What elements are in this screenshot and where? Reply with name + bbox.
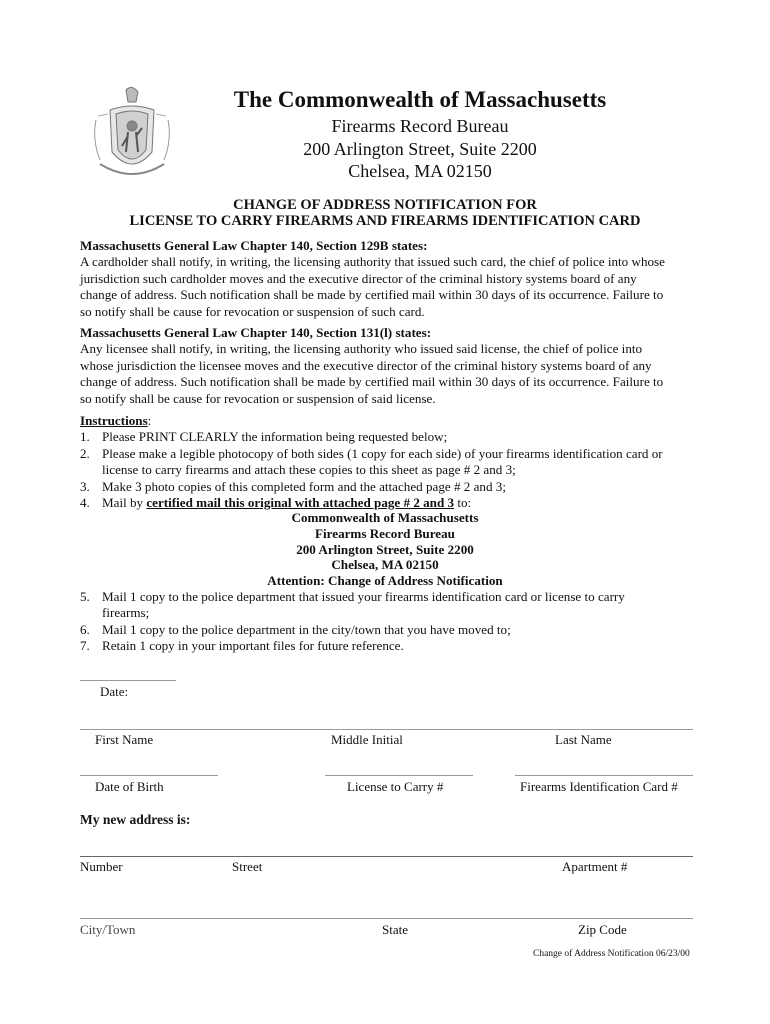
list-item: 4. Mail by certified mail this original with attached page # 2 and 3 to: — [80, 495, 472, 511]
fid-label: Firearms Identification Card # — [520, 779, 678, 794]
list-item: 1. Please PRINT CLEARLY the information being requested below; — [80, 429, 448, 445]
dob-line[interactable] — [80, 775, 218, 776]
form-heading-line1: CHANGE OF ADDRESS NOTIFICATION FOR — [233, 197, 537, 213]
law-section-129b — [80, 238, 700, 320]
list-item: 6. Mail 1 copy to the police department in the city/town that you have moved to; — [80, 621, 511, 637]
text-line: so notify shall be cause for revocation or suspension of such card. — [80, 303, 425, 319]
first-name-label: First Name — [95, 732, 154, 747]
form-heading-line2: LICENSE TO CARRY FIREARMS AND FIREARMS IDENTIFICATION CARD — [129, 213, 641, 229]
number-label: Number — [80, 859, 123, 874]
bureau-street: 200 Arlington Street, Suite 2200 — [303, 139, 537, 159]
zip-code-label: Zip Code — [578, 922, 627, 937]
law-section-131l — [80, 325, 700, 407]
list-item: 5. Mail 1 copy to the police department that issued your firearms identification card or license to carry firearms; — [80, 589, 625, 621]
name-line[interactable] — [80, 729, 693, 730]
list-item: 7. Retain 1 copy in your important files for future reference. — [80, 638, 404, 654]
date-label: Date: — [100, 684, 129, 699]
apartment-label: Apartment # — [562, 859, 628, 874]
text-line: so notify shall be cause for revocation or suspension of said license. — [80, 390, 436, 406]
city-line[interactable] — [80, 918, 693, 919]
section-heading: Massachusetts General Law Chapter 140, Section 129B states: — [80, 238, 428, 253]
footer-version: Change of Address Notification 06/23/00 — [533, 949, 690, 959]
text-line: A cardholder shall notify, in writing, the licensing authority that issued such card, the chief of police into whose — [80, 254, 665, 270]
text-line: whose jurisdiction the licensee moves and the executive director of the criminal history systems board of any — [80, 357, 652, 373]
last-name-label: Last Name — [555, 732, 612, 747]
ltc-label: License to Carry # — [347, 779, 444, 794]
new-address-heading: My new address is: — [80, 812, 191, 827]
text-line: change of address. Such notification shall be made by certified mail within 30 days of its occurrence. Failure to — [80, 374, 664, 390]
text-line: change of address. Such notification shall be made by certified mail within 30 days of its occurrence. Failure to — [80, 287, 664, 303]
street-label: Street — [232, 859, 263, 874]
text-line: Any licensee shall notify, in writing, the licensing authority who issued said license, the chief of police into — [80, 341, 643, 357]
instructions — [80, 413, 700, 511]
state-label: State — [382, 922, 408, 937]
list-item: 2. Please make a legible photocopy of both sides (1 copy for each side) of your firearms identification card or license to carry firearms and attach these copies to this sheet as page # 2 and 3; — [80, 445, 663, 478]
city-town-label: City/Town — [80, 922, 136, 937]
text-line: jurisdiction such cardholder moves and the executive director of the criminal history systems board of any — [80, 270, 637, 286]
bureau-name: Firearms Record Bureau — [331, 116, 509, 136]
mailing-address: Commonwealth of Massachusetts Firearms Record Bureau 200 Arlington Street, Suite 2200 Chelsea, MA 02150 Attention: Change of Address Notification — [267, 510, 503, 589]
instructions-heading: Instructions: — [80, 413, 152, 428]
street-line[interactable] — [80, 856, 693, 857]
fid-line[interactable] — [515, 775, 693, 776]
ltc-line[interactable] — [325, 775, 473, 776]
bureau-city: Chelsea, MA 02150 — [348, 161, 492, 181]
instructions-continued — [80, 589, 700, 655]
section-heading: Massachusetts General Law Chapter 140, Section 131(l) states: — [80, 325, 432, 340]
dob-label: Date of Birth — [95, 779, 164, 794]
date-line[interactable] — [80, 680, 176, 681]
list-item: 3. Make 3 photo copies of this completed form and the attached page # 2 and 3; — [80, 478, 506, 494]
middle-initial-label: Middle Initial — [331, 732, 403, 747]
page-title: The Commonwealth of Massachusetts — [233, 87, 607, 112]
